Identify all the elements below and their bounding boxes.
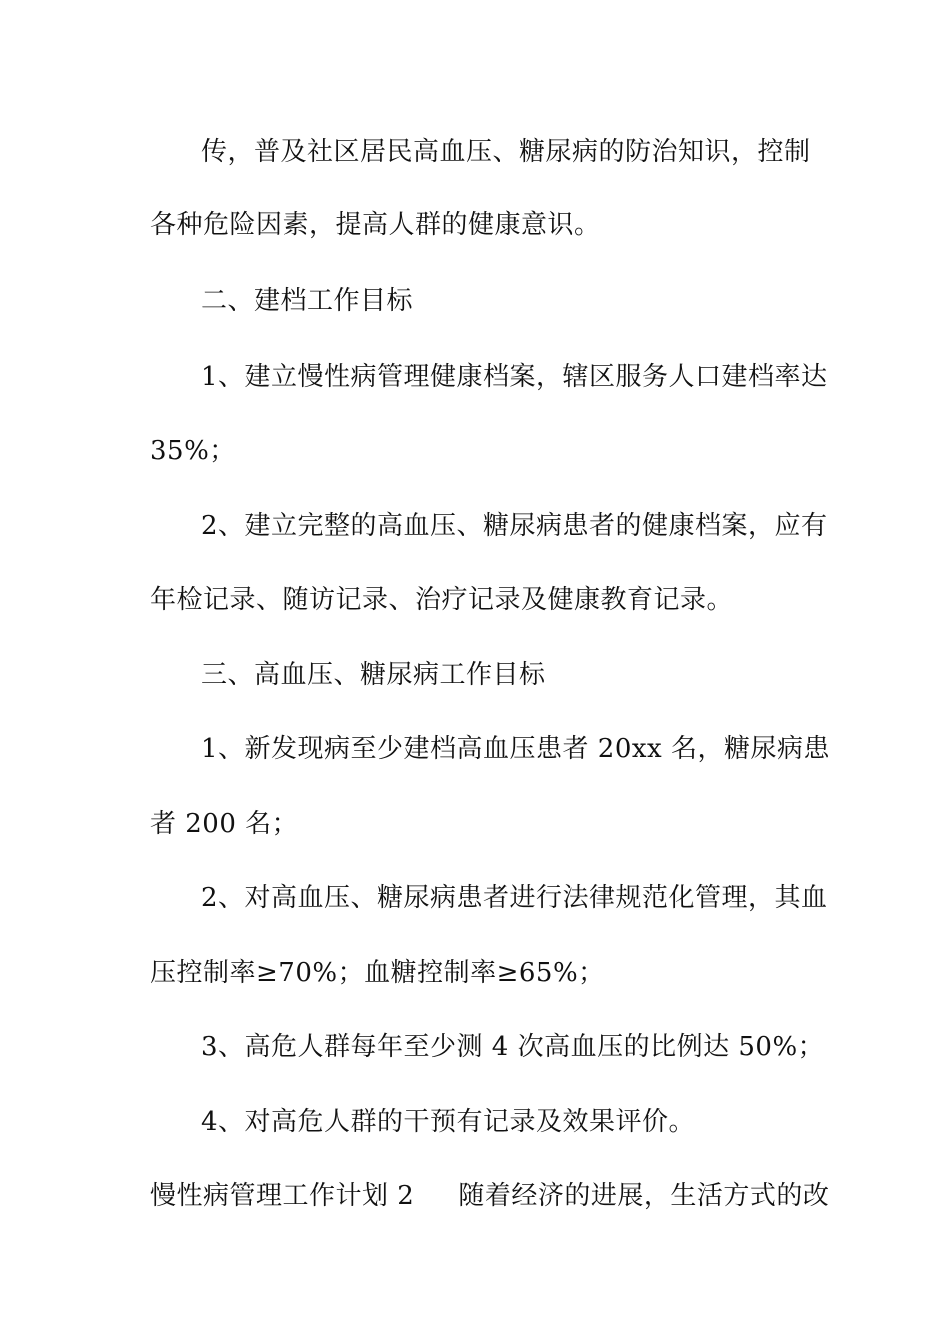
section-heading: 二、建档工作目标 [201, 286, 414, 316]
next-section-text: 随着经济的进展，生活方式的改 [458, 1181, 830, 1211]
list-item-continuation: 压控制率≥70%；血糖控制率≥65%； [150, 958, 605, 988]
list-item: 2、建立完整的高血压、糖尿病患者的健康档案，应有 [201, 511, 828, 541]
list-item: 1、新发现病至少建档高血压患者 20xx 名，糖尿病患 [201, 734, 830, 764]
next-section-title: 慢性病管理工作计划 2 [150, 1181, 415, 1211]
paragraph-line: 各种危险因素，提高人群的健康意识。 [150, 210, 601, 240]
list-item-continuation: 年检记录、随访记录、治疗记录及健康教育记录。 [150, 585, 734, 615]
section-heading: 三、高血压、糖尿病工作目标 [201, 660, 546, 690]
list-item: 1、建立慢性病管理健康档案，辖区服务人口建档率达 [201, 362, 828, 392]
list-item-continuation: 35%； [150, 436, 236, 466]
list-item: 4、对高危人群的干预有记录及效果评价。 [201, 1107, 696, 1137]
list-item-continuation: 者 200 名； [150, 809, 299, 839]
next-section-line [150, 1179, 830, 1213]
paragraph-line: 传，普及社区居民高血压、糖尿病的防治知识，控制 [201, 137, 811, 167]
list-item: 3、高危人群每年至少测 4 次高血压的比例达 50%； [201, 1032, 825, 1062]
list-item: 2、对高血压、糖尿病患者进行法律规范化管理，其血 [201, 883, 828, 913]
